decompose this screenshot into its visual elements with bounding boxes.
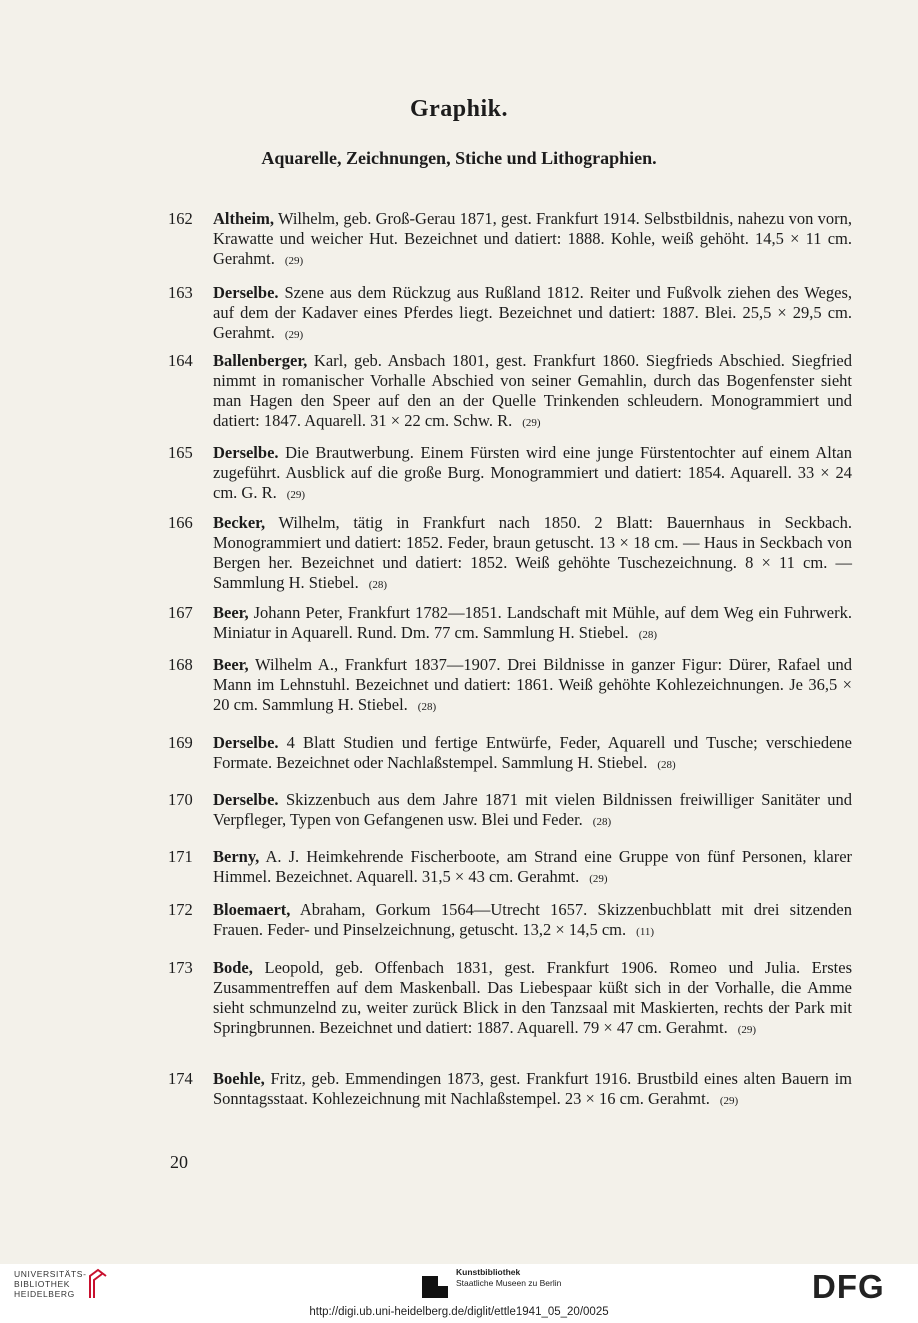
catalog-entry: [168, 443, 852, 505]
entry-text: 4 Blatt Studien und fertige Entwürfe, Feder, Aquarell und Tusche; verschiedene Formate. Bezeichnet oder Nachlaßstempel. Sammlung H. Stiebel.: [213, 733, 853, 772]
catalog-entry: [168, 603, 852, 645]
artist-name: Bloemaert,: [213, 900, 291, 919]
artist-name: Ballenberger,: [213, 351, 308, 370]
kunstbibliothek-label: [456, 1267, 561, 1289]
entry-number: 170: [168, 790, 193, 809]
entry-text: Skizzenbuch aus dem Jahre 1871 mit vielen Bildnissen freiwilliger Sanitäter und Verpfleger, Typen von Gefangenen usw. Blei und Feder.: [213, 790, 853, 829]
entry-number: 168: [168, 655, 193, 674]
entry-number: 173: [168, 958, 193, 977]
entry-text: Fritz, geb. Emmendingen 1873, gest. Frankfurt 1916. Brustbild eines alten Bauern im Sonntagsstaat. Kohlezeichnung mit Nachlaßstempel. 23 × 16 cm. Gerahmt.: [213, 1069, 852, 1108]
catalog-entry: [168, 958, 852, 1040]
university-line: HEIDELBERG: [14, 1289, 75, 1299]
viewer-footer: [0, 1264, 918, 1323]
university-crest-icon[interactable]: [84, 1268, 110, 1300]
entry-text: Die Brautwerbung. Einem Fürsten wird eine junge Fürstentochter auf einem Altan zugeführt. Ausblick auf die große Burg. Monogrammiert und datiert: 1854. Aquarell. 33 × 24 cm. G. R.: [213, 443, 852, 502]
entry-source: (29): [737, 1024, 757, 1036]
entry-source: (29): [589, 873, 608, 885]
entry-source: (29): [284, 255, 304, 267]
artist-name: Bode,: [213, 958, 253, 977]
artist-name: Altheim,: [213, 209, 274, 228]
catalog-entry: [168, 283, 852, 345]
dfg-logo[interactable]: DFG: [812, 1268, 885, 1305]
entry-number: 174: [168, 1069, 193, 1088]
entry-number: 167: [168, 603, 193, 622]
entry-text: Johann Peter, Frankfurt 1782—1851. Landschaft mit Mühle, auf dem Weg ein Fuhrwerk. Miniatur in Aquarell. Rund. Dm. 77 cm. Sammlung H. Stiebel.: [213, 603, 853, 642]
entry-number: 163: [168, 283, 193, 302]
entry-number: 164: [168, 351, 193, 370]
artist-name: Becker,: [213, 513, 266, 532]
permalink-url[interactable]: http://digi.ub.uni-heidelberg.de/diglit/ettle1941_05_20/0025: [309, 1306, 609, 1318]
entry-source: (29): [286, 489, 306, 501]
catalog-entry: [168, 1069, 852, 1111]
artist-name: Derselbe.: [213, 443, 279, 462]
entry-number: 165: [168, 443, 193, 462]
entry-text: Leopold, geb. Offenbach 1831, gest. Frankfurt 1906. Romeo und Julia. Erstes Zusammentreffen auf dem Maskenball. Das Liebespaar küßt sich in der Vorhalle, die Amme sieht schmunzelnd zu, weiter zurück Blick in den Tanzsaal mit Maskierten, rechts der Park mit Springbrunnen. Bezeichnet und datiert: 1887. Aquarell. 79 × 47 cm. Gerahmt.: [213, 958, 853, 1037]
entry-source: (29): [284, 329, 304, 341]
artist-name: Derselbe.: [213, 790, 279, 809]
library-subtitle: Staatliche Museen zu Berlin: [456, 1278, 562, 1288]
entry-text: A. J. Heimkehrende Fischerboote, am Strand eine Gruppe von fünf Personen, klarer Himmel. Bezeichnet. Aquarell. 31,5 × 43 cm. Gerahmt.: [213, 847, 853, 886]
university-library-logo-text[interactable]: [14, 1269, 87, 1299]
entry-text: Szene aus dem Rückzug aus Rußland 1812. Reiter und Fußvolk ziehen des Weges, auf dem der Kadaver eines Pferdes liegt. Bezeichnet und datiert: 1887. Blei. 25,5 × 29,5 cm. Gerahmt.: [213, 283, 853, 342]
entry-number: 166: [168, 513, 193, 532]
catalog-entry: [168, 733, 852, 775]
entry-source: (28): [417, 701, 437, 713]
catalog-entry: [168, 351, 852, 433]
catalog-entry: [168, 513, 852, 595]
page-number: 20: [170, 1152, 188, 1172]
entry-text: Abraham, Gorkum 1564—Utrecht 1657. Skizzenbuchblatt mit drei sitzenden Frauen. Feder- und Pinselzeichnung, getuscht. 13,2 × 14,5 cm.: [213, 900, 852, 939]
artist-name: Beer,: [213, 655, 249, 674]
entry-source: (11): [636, 926, 655, 938]
artist-name: Beer,: [213, 603, 249, 622]
entry-source: (28): [592, 816, 612, 828]
catalog-entry: [168, 790, 852, 832]
library-name: Kunstbibliothek: [456, 1267, 521, 1277]
entry-number: 162: [168, 209, 193, 228]
catalog-entry: [168, 655, 852, 717]
entry-source: (28): [638, 629, 658, 641]
catalog-entry: [168, 900, 852, 942]
entry-source: (29): [522, 417, 541, 429]
catalog-entry: [168, 209, 852, 271]
university-line: UNIVERSITÄTS-: [14, 1269, 87, 1279]
artist-name: Boehle,: [213, 1069, 265, 1088]
entry-text: Wilhelm, tätig in Frankfurt nach 1850. 2 Blatt: Bauernhaus in Seckbach. Monogrammiert und datiert: 1852. Feder, braun getuscht. 13 × 18 cm. — Haus in Seckbach von Bergen her. Bezeichnet und datiert: 1852. Weiß gehöhte Tuschezeichnung. 8 × 11 cm. — Sammlung H. Stiebel.: [213, 513, 853, 592]
entry-text: Karl, geb. Ansbach 1801, gest. Frankfurt 1860. Siegfrieds Abschied. Siegfried nimmt in romanischer Vorhalle Abschied von seiner Gemahlin, durch das Bogenfenster sieht man Hagen den Speer auf den an der Quelle Trinkenden schleudern. Monogrammiert und datiert: 1847. Aquarell. 31 × 22 cm. Schw. R.: [213, 351, 853, 430]
entry-source: (28): [657, 759, 676, 771]
entry-text: Wilhelm A., Frankfurt 1837—1907. Drei Bildnisse in ganzer Figur: Dürer, Rafael und Mann im Lehnstuhl. Bezeichnet und datiert: 1861. Weiß gehöhte Kohlezeichnungen. Je 36,5 × 20 cm. Sammlung H. Stiebel.: [213, 655, 852, 714]
entry-number: 171: [168, 847, 193, 866]
entry-source: (29): [719, 1095, 739, 1107]
artist-name: Derselbe.: [213, 733, 279, 752]
entry-text: Wilhelm, geb. Groß-Gerau 1871, gest. Frankfurt 1914. Selbstbildnis, nahezu von vorn, Krawatte und weicher Hut. Bezeichnet und datiert: 1888. Kohle, weiß gehöht. 14,5 × 11 cm. Gerahmt.: [213, 209, 852, 268]
section-subtitle: Aquarelle, Zeichnungen, Stiche und Lithographien.: [261, 148, 657, 168]
entry-source: (28): [368, 579, 388, 591]
entry-number: 172: [168, 900, 193, 919]
entry-number: 169: [168, 733, 193, 752]
artist-name: Derselbe.: [213, 283, 279, 302]
page-title: Graphik.: [409, 96, 509, 122]
kunstbibliothek-logo-icon[interactable]: [420, 1272, 450, 1300]
catalog-entry: [168, 847, 852, 889]
artist-name: Berny,: [213, 847, 260, 866]
university-line: BIBLIOTHEK: [14, 1279, 71, 1289]
